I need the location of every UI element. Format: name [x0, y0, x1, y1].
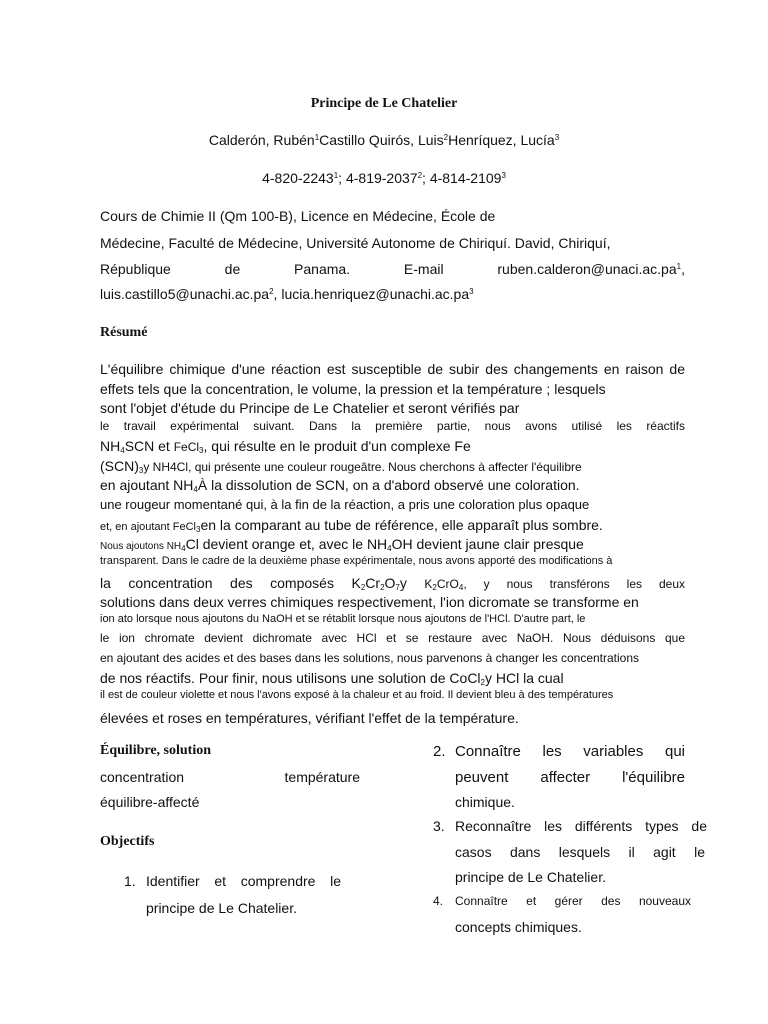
author-name: Henríquez, Lucía	[448, 132, 555, 148]
objective-number: 4.	[433, 894, 444, 908]
resume-line: solutions dans deux verres chimiques respectivement, l'ion dicromate se transforme en	[100, 594, 639, 610]
keyword: température	[284, 769, 360, 785]
resume-line: transparent. Dans le cadre de la deuxième phase expérimentale, nous avons apporté des modifications à	[100, 555, 613, 567]
affiliation-line: Médecine, Faculté de Médecine, Université Autonome de Chiriquí. David, Chiriquí,	[100, 235, 611, 251]
affiliation-word: E-mail	[403, 261, 444, 277]
resume-line: le ion chromate devient dichromate avec HCl et se restaure avec NaOH. Nous déduisons que	[100, 631, 685, 645]
resume-line: et, en ajoutant FeCl$_3$en la comparant au tube de référence, elle apparaît plus sombre.	[100, 517, 603, 534]
author-mark: 3	[554, 133, 560, 142]
objective-text: chimique.	[455, 794, 515, 810]
objective-text: Reconnaître les différents types de	[455, 818, 707, 834]
objective-text: casos dans lesquels il agit le	[455, 844, 705, 860]
affiliation-line: Cours de Chimie II (Qm 100-B), Licence en Médecine, École de	[100, 208, 496, 224]
objective-text: concepts chimiques.	[455, 919, 582, 935]
objective-item	[433, 744, 685, 759]
resume-line: une rougeur momentané qui, à la fin de la réaction, a pris une coloration plus opaque	[100, 497, 590, 512]
resume-line: en ajoutant $NH_4À$ la dissolution de SCN, on a d'abord observé une coloration.	[100, 477, 580, 494]
phone-line	[0, 170, 768, 186]
objective-text: Connaître les variables qui	[455, 743, 685, 760]
author-mark: 1	[314, 133, 320, 142]
keywords-row	[100, 770, 360, 784]
email-1: $ruben.calderon@unaci.ac.pa^1$,	[497, 261, 685, 277]
phone-mark: 3	[501, 171, 506, 180]
phone-number: 4-820-2243	[262, 170, 334, 186]
author-name: Calderón, Rubén	[208, 132, 315, 148]
phone-separator: ;	[422, 170, 430, 186]
objective-text: peuvent affecter l'équilibre	[455, 769, 685, 786]
affiliation-line: $luis.castillo5@unachi.ac.pa^2$, $lucia.henriquez@unachi.ac.pa^3$	[100, 286, 474, 302]
resume-line: sont l'objet d'étude du Principe de Le Chatelier et seront vérifiés par	[100, 400, 520, 416]
affiliation-word: République	[100, 261, 171, 277]
resume-line: la concentration des composés $K_2Cr_2O_7y$ $K_2CrO_4$, y nous transférons les deux	[100, 575, 685, 592]
objective-text: principe de Le Chatelier.	[455, 869, 606, 885]
keyword: équilibre-affecté	[100, 794, 200, 810]
author-mark: 2	[443, 133, 449, 142]
affiliation-word: Panama.	[294, 261, 351, 277]
resume-line: le travail expérimental suivant. Dans la première partie, nous avons utilisé les réactifs	[100, 419, 685, 433]
author-name: Castillo Quirós, Luis	[319, 132, 444, 148]
resume-line: il est de couleur violette et nous l'avons exposé à la chaleur et au froid. Il devient bleu à des températures	[100, 689, 614, 701]
objective-text: Connaître et gérer des nouveaux	[455, 894, 691, 908]
keywords-heading: Équilibre, solution	[100, 743, 212, 758]
author-line	[0, 132, 768, 148]
phone-mark: 2	[417, 171, 423, 180]
paper-title: Principe de Le Chatelier	[310, 96, 458, 111]
resume-line: ion ato lorsque nous ajoutons du NaOH et se rétablit lorsque nous ajoutons de l'HCl. D'autre part, le	[100, 613, 586, 625]
resume-line: $NH_4SCN$ et FeCl$_3$, qui résulte en le produit d'un complexe Fe	[100, 438, 471, 455]
affiliation-line	[100, 262, 685, 276]
phone-number: 4-814-2109	[429, 170, 502, 186]
objective-number: 1.	[124, 873, 136, 889]
email-2: luis.castillo5@unachi.ac.pa	[100, 286, 270, 302]
affiliation-word: de	[224, 261, 241, 277]
objective-item	[124, 874, 341, 888]
objective-item	[433, 819, 707, 833]
resume-line: $(SCN)_3y$ NH4Cl, qui présente une couleur rougeâtre. Nous cherchons à affecter l'équilibre	[100, 458, 582, 475]
phone-number: 4-819-2037	[345, 170, 418, 186]
objectives-heading: Objectifs	[100, 834, 155, 849]
resume-line: de nos réactifs. Pour finir, nous utilisons une solution de CoCl$_2$y HCl la cual	[100, 670, 564, 687]
resume-line: élevées et roses en températures, vérifiant l'effet de la température.	[100, 710, 519, 726]
objective-number: 2.	[433, 743, 446, 760]
phone-mark: 1	[333, 171, 339, 180]
resume-heading: Résumé	[100, 325, 148, 340]
resume-line: effets tels que la concentration, le volume, la pression et la température ; lesquels	[100, 381, 606, 397]
phone-separator: ;	[338, 170, 346, 186]
resume-line: en ajoutant des acides et des bases dans les solutions, nous parvenons à changer les concentrations	[100, 651, 640, 665]
email-3: lucia.henriquez@unachi.ac.pa	[281, 286, 470, 302]
resume-line: Nous ajoutons $NH_4Cl$ devient orange et, avec le $NH_4OH$ devient jaune clair presque	[100, 536, 584, 553]
keyword: concentration	[100, 769, 185, 785]
objective-number: 3.	[433, 818, 445, 834]
objective-item	[433, 895, 691, 907]
resume-line: L'équilibre chimique d'une réaction est susceptible de subir des changements en raison de	[100, 361, 685, 377]
objective-text: principe de Le Chatelier.	[146, 900, 297, 916]
objective-text: Identifier et comprendre le	[146, 873, 341, 889]
